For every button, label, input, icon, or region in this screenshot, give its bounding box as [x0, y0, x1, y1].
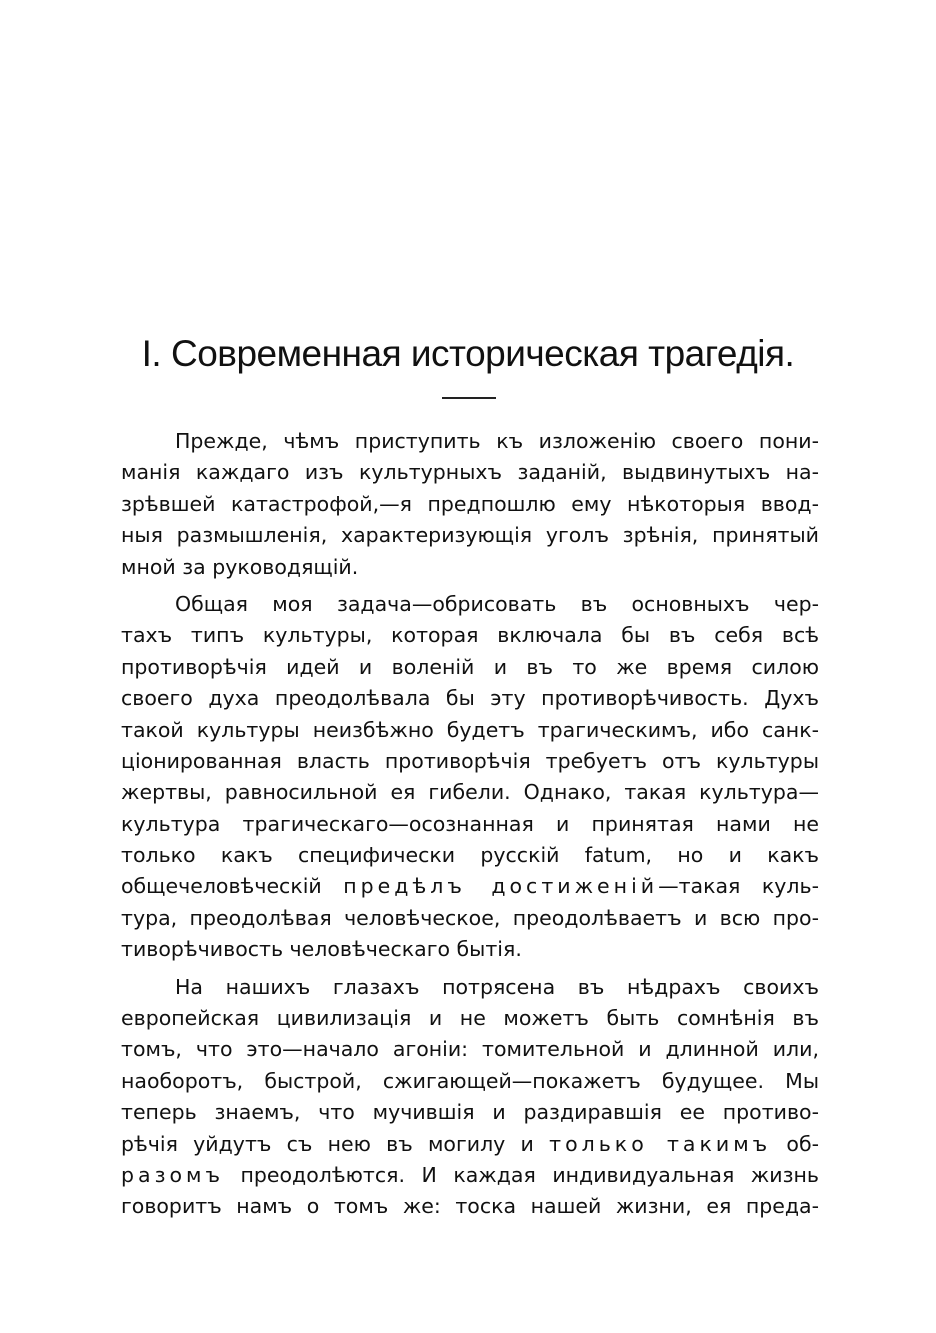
- paragraph-2: [121, 589, 819, 966]
- chapter-title: I. Современная историческая трагедія.: [141, 333, 795, 374]
- text-line: такой культуры неизбѣжно будетъ трагическимъ, ибо санк-: [121, 717, 819, 742]
- text-line: европейская цивилизація и не можетъ быть сомнѣнія въ: [121, 1006, 819, 1031]
- text-line: теперь знаемъ, что мучившія и раздиравшія ее противо-: [121, 1100, 819, 1125]
- text-line: ціонированная власть противорѣчія требуетъ отъ культуры: [121, 748, 819, 773]
- paragraph-3: [121, 972, 819, 1223]
- text-line-emphasis: [121, 1160, 819, 1191]
- text-line: Прежде, чѣмъ приступить къ изложенію своего пони-: [175, 429, 819, 453]
- text-line: Общая моя задача—обрисовать въ основныхъ чер-: [175, 591, 819, 616]
- text-run: общечеловѣческій: [121, 874, 344, 899]
- spaced-emphasis: предѣлъ достиженій: [343, 874, 659, 899]
- text-line: наоборотъ, быстрой, сжигающей—покажетъ будущее. Мы: [121, 1068, 819, 1093]
- text-line: говоритъ намъ о томъ же: тоска нашей жизни, ея преда-: [121, 1194, 819, 1219]
- text-line: своего духа преодолѣвала бы эту противорѣчивость. Духъ: [121, 686, 819, 711]
- text-line: мной за руководящій.: [121, 554, 359, 579]
- text-line-emphasis: [121, 1129, 819, 1160]
- text-run: —такая куль-: [658, 874, 819, 899]
- spaced-emphasis: только такимъ: [549, 1131, 772, 1156]
- body-text: [121, 426, 819, 1229]
- text-line: На нашихъ глазахъ потрясена въ нѣдрахъ своихъ: [175, 974, 819, 999]
- text-run: преодолѣются. И каждая индивидуальная жизнь: [223, 1162, 819, 1187]
- spaced-emphasis: разомъ: [121, 1162, 224, 1187]
- title-divider: [442, 397, 496, 399]
- text-line: томъ, что это—начало агоніи: томительной и длинной или,: [121, 1037, 819, 1062]
- text-line-emphasis: [121, 871, 819, 902]
- text-line: зрѣвшей катастрофой,—я предпошлю ему нѣкоторыя ввод-: [121, 491, 819, 516]
- text-line: тахъ типъ культуры, которая включала бы въ себя всѣ: [121, 623, 819, 648]
- text-run: рѣчія уйдутъ съ нею въ могилу и: [121, 1131, 550, 1156]
- text-run: об-: [771, 1131, 819, 1156]
- text-line: жертвы, равносильной ея гибели. Однако, такая культура—: [121, 780, 819, 805]
- paragraph-1: [121, 426, 819, 583]
- text-line: тиворѣчивость человѣческаго бытія.: [121, 937, 522, 962]
- text-line: противорѣчія идей и воленій и въ то же время силою: [121, 654, 819, 679]
- text-line: ныя размышленія, характеризующія уголъ зрѣнія, принятый: [121, 523, 819, 548]
- text-line: манія каждаго изъ культурныхъ заданій, выдвинутыхъ на-: [121, 460, 819, 485]
- text-line: только какъ специфически русскій fatum, но и какъ: [121, 843, 819, 868]
- text-line: тура, преодолѣвая человѣческое, преодолѣваетъ и всю про-: [121, 905, 819, 930]
- text-line: культура трагическаго—осознанная и принятая нами не: [121, 811, 819, 836]
